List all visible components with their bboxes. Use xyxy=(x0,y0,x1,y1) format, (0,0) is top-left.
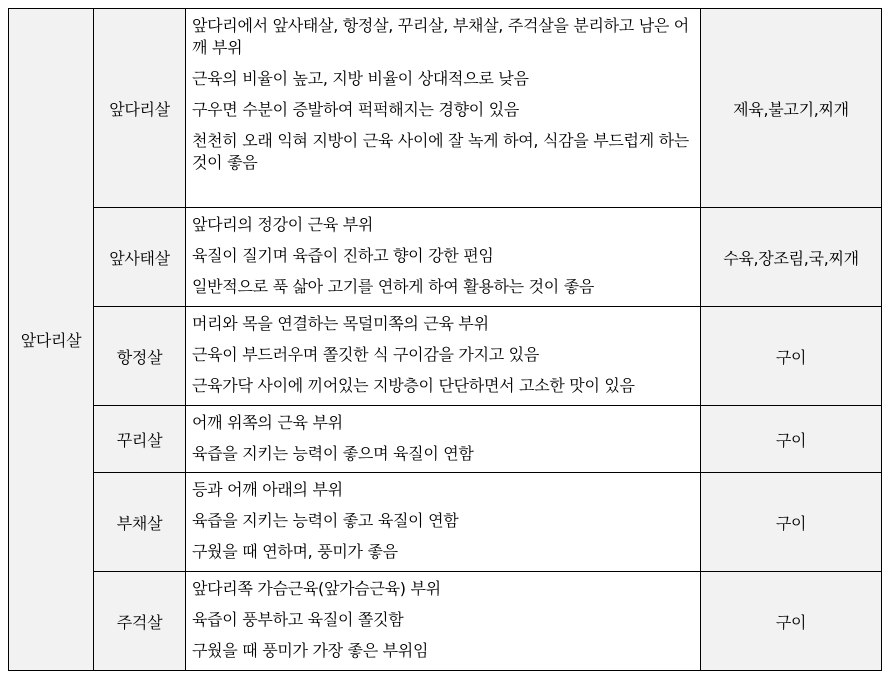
description-cell xyxy=(186,473,701,572)
description-line: 육즙이 풍부하고 육질이 쫄깃함 xyxy=(192,610,404,629)
table-row xyxy=(9,307,882,406)
table-row xyxy=(9,208,882,307)
cut-name: 부채살 xyxy=(94,473,186,572)
description-line: 앞다리의 정강이 근육 부위 xyxy=(192,215,374,234)
description-line: 근육가닥 사이에 끼어있는 지방층이 단단하면서 고소한 맛이 있음 xyxy=(192,376,635,395)
description-line: 구웠을 때 연하며, 풍미가 좋음 xyxy=(192,542,398,561)
meat-cuts-table xyxy=(8,8,882,671)
description-line: 앞다리쪽 가슴근육(앞가슴근육) 부위 xyxy=(192,579,441,598)
cut-name: 주걱살 xyxy=(94,572,186,671)
description-cell xyxy=(186,572,701,671)
table-row xyxy=(9,473,882,572)
description-cell xyxy=(186,208,701,307)
cut-name: 앞다리살 xyxy=(94,9,186,208)
description-line: 구웠을 때 풍미가 가장 좋은 부위임 xyxy=(192,641,429,660)
category-cell: 앞다리살 xyxy=(9,9,94,671)
cut-name: 꾸리살 xyxy=(94,406,186,473)
description-line: 육즙을 지키는 능력이 좋으며 육질이 연함 xyxy=(192,444,474,463)
usage-cell: 구이 xyxy=(701,406,882,473)
description-line: 머리와 목을 연결하는 목덜미쪽의 근육 부위 xyxy=(192,314,489,333)
usage-cell: 수육,장조림,국,찌개 xyxy=(701,208,882,307)
description-line: 어깨 위쪽의 근육 부위 xyxy=(192,413,343,432)
description-line: 일반적으로 푹 삶아 고기를 연하게 하여 활용하는 것이 좋음 xyxy=(192,277,595,296)
description-cell xyxy=(186,9,701,208)
description-line: 천천히 오래 익혀 지방이 근육 사이에 잘 녹게 하여, 식감을 부드럽게 하는 것이 좋음 xyxy=(192,131,689,172)
description-line: 육질이 질기며 육즙이 진하고 향이 강한 편임 xyxy=(192,246,494,265)
description-line: 구우면 수분이 증발하여 퍽퍽해지는 경향이 있음 xyxy=(192,100,520,119)
table-row xyxy=(9,9,882,208)
description-line: 근육이 부드러우며 쫄깃한 식 구이감을 가지고 있음 xyxy=(192,345,539,364)
usage-cell: 구이 xyxy=(701,307,882,406)
usage-cell: 구이 xyxy=(701,473,882,572)
description-line: 앞다리에서 앞사태살, 항정살, 꾸리살, 부채살, 주걱살을 분리하고 남은 어깨 부위 xyxy=(192,16,689,57)
description-line: 육즙을 지키는 능력이 좋고 육질이 연함 xyxy=(192,511,459,530)
cut-name: 앞사태살 xyxy=(94,208,186,307)
usage-cell: 제육,불고기,찌개 xyxy=(701,9,882,208)
description-cell xyxy=(186,406,701,473)
description-line: 근육의 비율이 높고, 지방 비율이 상대적으로 낮음 xyxy=(192,69,529,88)
table-row xyxy=(9,406,882,473)
description-cell xyxy=(186,307,701,406)
description-line: 등과 어깨 아래의 부위 xyxy=(192,480,343,499)
table-row xyxy=(9,572,882,671)
cut-name: 항정살 xyxy=(94,307,186,406)
usage-cell: 구이 xyxy=(701,572,882,671)
